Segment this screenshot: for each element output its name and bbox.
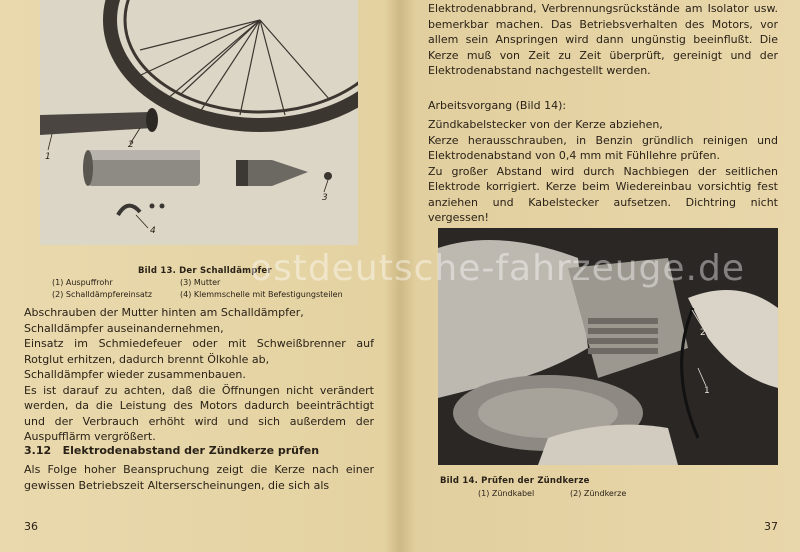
figure-14-caption: Bild 14. Prüfen der Zündkerze	[440, 476, 590, 486]
legend-item-2: (2) Schalldämpfereinsatz	[52, 290, 153, 299]
callout-4: 4	[150, 226, 156, 236]
paragraph-5: Es ist darauf zu achten, daß die Öffnungen nicht verändert werden, da die Leistung des Motors dadurch beeinträchtigt und der Verbrauch erhöht wird und sich außerdem der Auspufflärm vergrößert.	[24, 383, 374, 443]
paragraph-3: Einsatz im Schmiedefeuer oder mit Schweißbrenner auf Rotglut erhitzen, dadurch brennt Ölkohle ab,	[24, 337, 374, 366]
page-number-left: 36	[24, 520, 38, 533]
left-body-text	[24, 305, 374, 445]
paragraph-4: Schalldämpfer wieder zusammenbauen.	[24, 368, 246, 381]
legend-item-4: (4) Klemmschelle mit Befestigungsteilen	[180, 290, 343, 299]
step-3: Zu großer Abstand wird durch Nachbiegen der seitlichen Elektrode korrigiert. Kerze beim Wiedereinbau vorsichtig fest anziehen und Kabelstecker aufsetzen. Dichtring nicht vergessen!	[428, 164, 778, 224]
legend-item-1: (1) Auspuffrohr	[52, 278, 113, 287]
work-steps	[428, 117, 778, 226]
legend-item-3: (3) Mutter	[180, 278, 221, 287]
figure-13-caption: Bild 13. Der Schalldämpfer	[138, 266, 272, 276]
right-intro-text: Elektrodenabbrand, Verbrennungsrückstände am Isolator usw. bemerkbar machen. Das Betriebsverhalten des Motors, vor allem sein Anspringen wird dann ungünstig beeinflußt. Die Kerze muß von Zeit zu Zeit überprüft, gereinigt und der Elektrodenabstand nachgestellt werden.	[428, 2, 778, 77]
section-text: Als Folge hoher Beanspruchung zeigt die Kerze nach einer gewissen Betriebszeit Alterserscheinungen, die sich als	[24, 463, 374, 492]
step-1: Zündkabelstecker von der Kerze abziehen,	[428, 118, 663, 131]
step-2: Kerze herausschrauben, in Benzin gründlich reinigen und Elektrodenabstand von 0,4 mm mit Fühllehre prüfen.	[428, 133, 778, 162]
figure-13-photo	[40, 0, 358, 245]
legend-item-zuendkabel: (1) Zündkabel	[478, 489, 535, 498]
legend-item-zuendkerze: (2) Zündkerze	[570, 489, 627, 498]
work-heading: Arbeitsvorgang (Bild 14):	[428, 99, 567, 112]
callout-2: 2	[128, 140, 134, 150]
callout-1-fig14: 1	[704, 386, 710, 396]
section-heading: 3.12 Elektrodenabstand der Zündkerze prüfen	[24, 444, 320, 457]
callout-3: 3	[322, 193, 328, 203]
page-number-right: 37	[764, 520, 778, 533]
paragraph-2: Schalldämpfer auseinandernehmen,	[24, 321, 224, 335]
watermark: ostdeutsche-fahrzeuge.de	[250, 248, 745, 289]
callout-2-fig14: 2	[700, 328, 706, 338]
callout-1: 1	[45, 152, 51, 162]
paragraph-1: Abschrauben der Mutter hinten am Schalldämpfer,	[24, 306, 304, 319]
